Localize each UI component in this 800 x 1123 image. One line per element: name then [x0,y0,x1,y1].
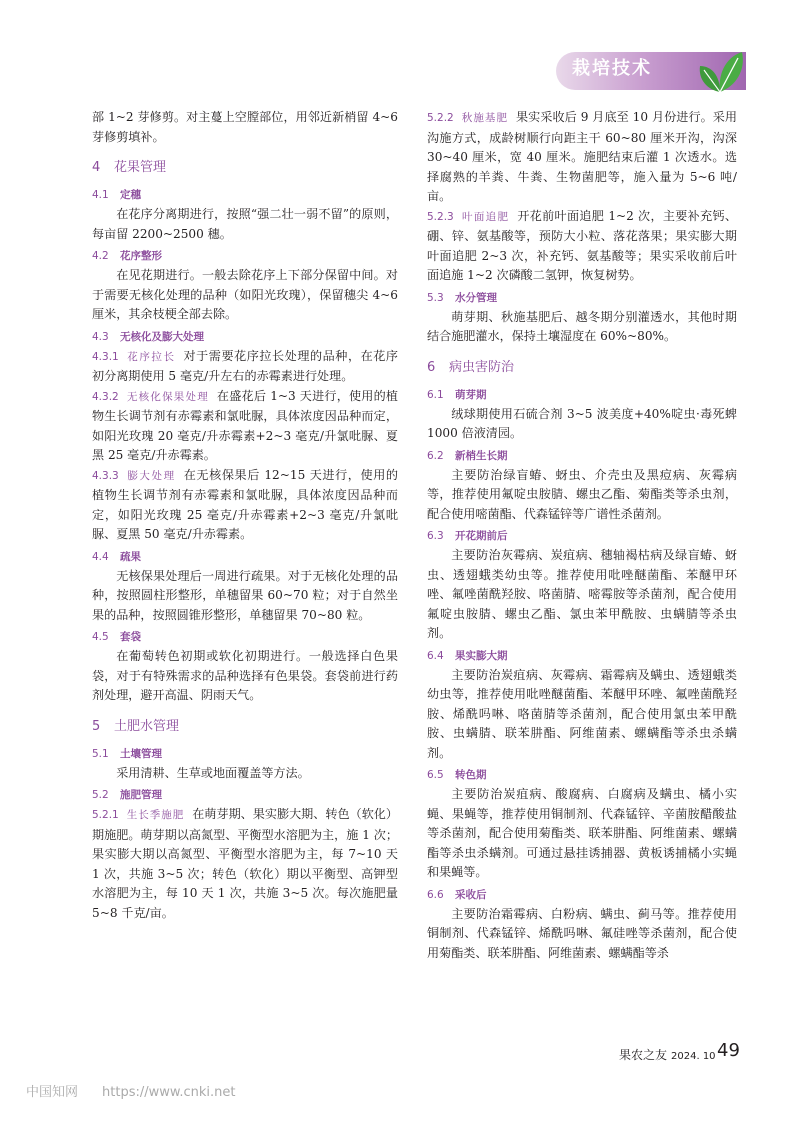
header-title: 栽培技术 [572,58,652,79]
section-6-5-text: 主要防治炭疽病、酸腐病、白腐病及螨虫、橘小实蝇、果蝇等，推荐使用铜制剂、代森锰锌、辛菌胺醋酸盐等杀菌剂，配合使用菊酯类、联苯肼酯、阿维菌素、螺螨酯等杀虫杀螨剂。可通过悬挂诱捕器、黄板诱捕橘小实蝇和果蝇等。 [427,787,737,879]
intro-paragraph: 部 1~2 芽修剪。对主蔓上空膛部位，用邻近新梢留 4~6 芽修剪填补。 [92,110,398,144]
cnki-watermark [26,1081,235,1100]
section-5-1-heading: 5.1 土壤管理 [92,747,162,760]
footer-journal: 果农之友 2024. 10 [619,1048,716,1062]
section-6-5-heading: 6.5 转色期 [427,769,487,781]
section-6-6-text: 主要防治霜霉病、白粉病、螨虫、蓟马等。推荐使用铜制剂、代森锰锌、烯酰吗啉、氟硅唑等杀菌剂，配合使用菊酯类、联苯肼酯、阿维菌素、螺螨酯等杀 [427,906,737,960]
section-5-3-text: 萌芽期、秋施基肥后、越冬期分别灌透水，其他时期结合施肥灌水，保持土壤湿度在 60%~80%。 [427,309,737,343]
section-4-5-text: 在葡萄转色初期或软化初期进行。一般选择白色果袋，对于有特殊需求的品种选择有色果袋。套袋前进行药剂处理，避开高温、阴雨天气。 [92,649,398,702]
section-4-4-heading: 4.4 疏果 [92,550,141,563]
section-4-3-2: 4.3.2 无核化保果处理 在盛花后 1~3 天进行，使用的植物生长调节剂有赤霉素和氯吡脲，具体浓度因品种而定，如阳光玫瑰 20 毫克/升赤霉素+2~3 毫克/升氯吡脲、夏黑 25 毫克/升赤霉素。 [92,388,399,462]
section-6-heading: 6 病虫害防治 [427,359,515,375]
section-4-1-heading: 4.1 定穗 [92,189,141,201]
section-4-3-3: 4.3.3 膨大处理 在无核保果后 12~15 天进行，使用的植物生长调节剂有赤霉素和氯吡脲，具体浓度因品种而定，如阳光玫瑰 25 毫克/升赤霉素+2~3 毫克/升氯吡脲、夏黑 50 毫克/升赤霉素。 [92,467,398,541]
section-6-2-heading: 6.2 新梢生长期 [427,449,508,462]
section-5-heading: 5 土肥水管理 [92,718,180,734]
section-5-3-heading: 5.3 水分管理 [427,291,497,304]
section-4-heading: 4 花果管理 [92,160,167,175]
section-5-2-3: 5.2.3 叶面追肥 开花前叶面追肥 1~2 次，主要补充钙、硼、锌、氨基酸等，预防大小粒、落花落果；果实膨大期叶面追肥 2~3 次，补充钙、氨基酸等；果实采收前后叶面追施 1~2 次磷酸二氢钾，恢复树势。 [427,208,738,282]
section-4-1-text: 在花序分离期进行，按照“强二壮一弱不留”的原则，每亩留 2200~2500 穗。 [92,207,398,241]
watermark-name: 中国知网 [26,1085,79,1100]
section-6-3-text: 主要防治灰霉病、炭疽病、穗轴褐枯病及绿盲蝽、蚜虫、透翅蛾类幼虫等。推荐使用吡唑醚菌酯、苯醚甲环唑、氟唑菌酰羟胺、咯菌腈、嘧霉胺等杀菌剂，配合使用氟啶虫胺腈、螺虫乙酯、氯虫苯甲酰胺、虫螨腈等杀虫剂。 [427,548,737,640]
section-6-2-text: 主要防治绿盲蝽、蚜虫、介壳虫及黑痘病、灰霉病等，推荐使用氟啶虫胺腈、螺虫乙酯、菊酯类等杀虫剂，配合使用嘧菌酯、代森锰锌等广谱性杀菌剂。 [427,467,737,521]
section-4-4-text: 无核保果处理后一周进行疏果。对于无核化处理的品种，按照圆柱形整形，单穗留果 60~70 粒；对于自然坐果的品种，按照圆锥形整形，单穗留果 70~80 粒。 [92,568,398,622]
section-4-5-heading: 4.5 套袋 [92,631,141,643]
section-5-2-heading: 5.2 施肥管理 [92,789,162,801]
section-6-3-heading: 6.3 开花期前后 [427,530,508,542]
section-4-3-1: 4.3.1 花序拉长 对于需要花序拉长处理的品种，在花序初分离期使用 5 毫克/升左右的赤霉素进行处理。 [92,348,398,383]
section-5-2-2: 5.2.2 秋施基肥 果实采收后 9 月底至 10 月份进行。采用沟施方式，成龄树顺行向距主干 60~80 厘米开沟，沟深 30~40 厘米，宽 40 厘米。施肥结束后灌 1 次透水。选择腐熟的羊粪、牛粪、生物菌肥等，施入量为 5~6 吨/亩。 [427,110,737,203]
watermark-url[interactable]: https://www.cnki.net [102,1085,236,1100]
section-6-1-heading: 6.1 萌芽期 [427,388,487,401]
section-5-2-1: 5.2.1 生长季施肥 在萌芽期、果实膨大期、转色（软化）期施肥。萌芽期以高氮型、平衡型水溶肥为主，施 1 次；果实膨大期以高氮型、平衡型水溶肥为主，每 7~10 天 1 次，共施 3~5 次；转色（软化）期以平衡型、高钾型水溶肥为主，每 10 天 1 次，共施 3~5 次。每次施肥量 5~8 千克/亩。 [92,807,398,920]
section-4-2-text: 在见花期进行。一般去除花序上下部分保留中间。对于需要无核化处理的品种（如阳光玫瑰），保留穗尖 4~6 厘米，其余枝梗全部去除。 [92,268,398,321]
page-number: 49 [717,1040,740,1061]
section-4-3-heading: 4.3 无核化及膨大处理 [92,330,204,343]
section-6-1-text: 绒球期使用石硫合剂 3~5 波美度+40%啶虫·毒死蜱 1000 倍液清园。 [427,406,737,440]
right-column [427,108,737,963]
section-5-1-text: 采用清耕、生草或地面覆盖等方法。 [116,765,310,780]
section-6-6-heading: 6.6 采收后 [427,888,487,901]
left-column [92,108,398,923]
section-6-4-heading: 6.4 果实膨大期 [427,649,508,662]
leaf-icon [690,46,750,96]
section-4-2-heading: 4.2 花序整形 [92,250,162,262]
section-6-4-text: 主要防治炭疽病、灰霉病、霜霉病及螨虫、透翅蛾类幼虫等，推荐使用吡唑醚菌酯、苯醚甲环唑、氟唑菌酰羟胺、烯酰吗啉、咯菌腈等杀菌剂，配合使用氯虫苯甲酰胺、虫螨腈、联苯肼酯、阿维菌素、螺螨酯等杀虫杀螨剂。 [427,667,737,760]
